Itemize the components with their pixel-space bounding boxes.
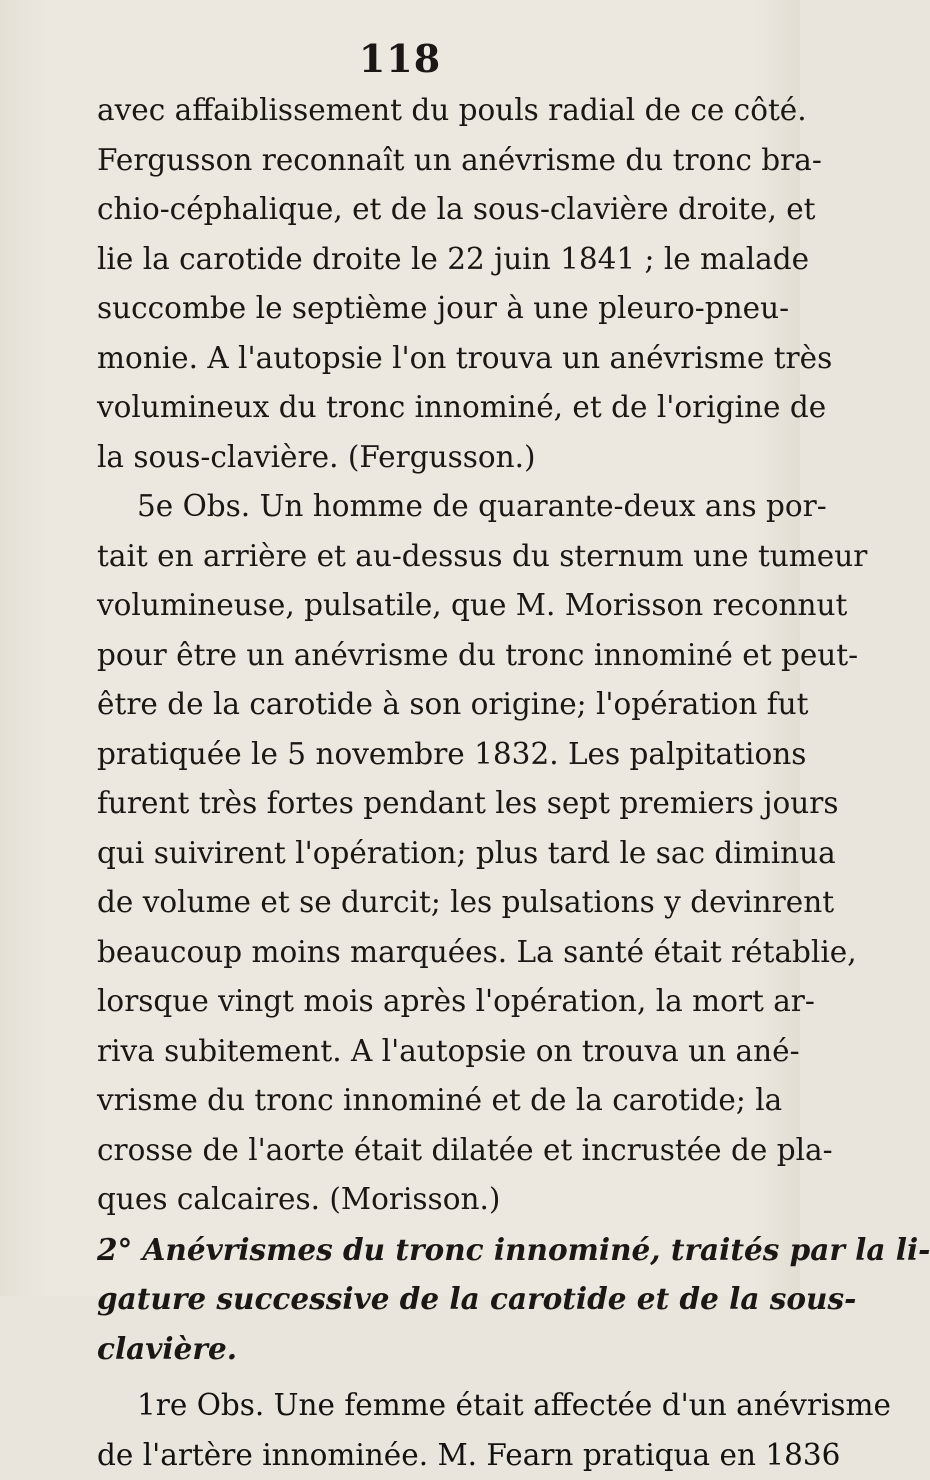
text-line: vrisme du tronc innominé et de la carotide; la [97, 1076, 737, 1126]
body-text [97, 86, 737, 1480]
text-line: crosse de l'aorte était dilatée et incrustée de pla- [97, 1126, 737, 1176]
text-line: pratiquée le 5 novembre 1832. Les palpitations [97, 730, 737, 780]
text-line: chio-céphalique, et de la sous-clavière droite, et [97, 185, 737, 235]
text-line: volumineuse, pulsatile, que M. Morisson reconnut [97, 581, 737, 631]
text-line: monie. A l'autopsie l'on trouva un anévrisme très [97, 334, 737, 384]
text-line: Fergusson reconnaît un anévrisme du tronc bra- [97, 136, 737, 186]
text-line: volumineux du tronc innominé, et de l'origine de [97, 383, 737, 433]
text-line: la sous-clavière. (Fergusson.) [97, 433, 737, 483]
spacer [97, 1373, 737, 1381]
text-line: de l'artère innominée. M. Fearn pratiqua en 1836 [97, 1431, 737, 1480]
text-line: lorsque vingt mois après l'opération, la mort ar- [97, 977, 737, 1027]
text-line: lie la carotide droite le 22 juin 1841 ; le malade [97, 235, 737, 285]
text-line: avec affaiblissement du pouls radial de ce côté. [97, 86, 737, 136]
section-heading-line: clavière. [97, 1324, 737, 1374]
text-line: riva subitement. A l'autopsie on trouva un ané- [97, 1027, 737, 1077]
text-line: succombe le septième jour à une pleuro-pneu- [97, 284, 737, 334]
section-heading-line: gature successive de la carotide et de la sous- [97, 1274, 737, 1324]
text-line: beaucoup moins marquées. La santé était rétablie, [97, 928, 737, 978]
text-line: 1re Obs. Une femme était affectée d'un anévrisme [97, 1381, 737, 1431]
text-line: tait en arrière et au-dessus du sternum une tumeur [97, 532, 737, 582]
text-line: ques calcaires. (Morisson.) [97, 1175, 737, 1225]
text-line: qui suivirent l'opération; plus tard le sac diminua [97, 829, 737, 879]
page-number: 118 [0, 36, 800, 81]
text-line: de volume et se durcit; les pulsations y devinrent [97, 878, 737, 928]
text-line: furent très fortes pendant les sept premiers jours [97, 779, 737, 829]
section-heading-line: 2° Anévrismes du tronc innominé, traités par la li- [97, 1225, 737, 1275]
text-line: être de la carotide à son origine; l'opération fut [97, 680, 737, 730]
text-line: 5e Obs. Un homme de quarante-deux ans por- [97, 482, 737, 532]
text-line: pour être un anévrisme du tronc innominé et peut- [97, 631, 737, 681]
